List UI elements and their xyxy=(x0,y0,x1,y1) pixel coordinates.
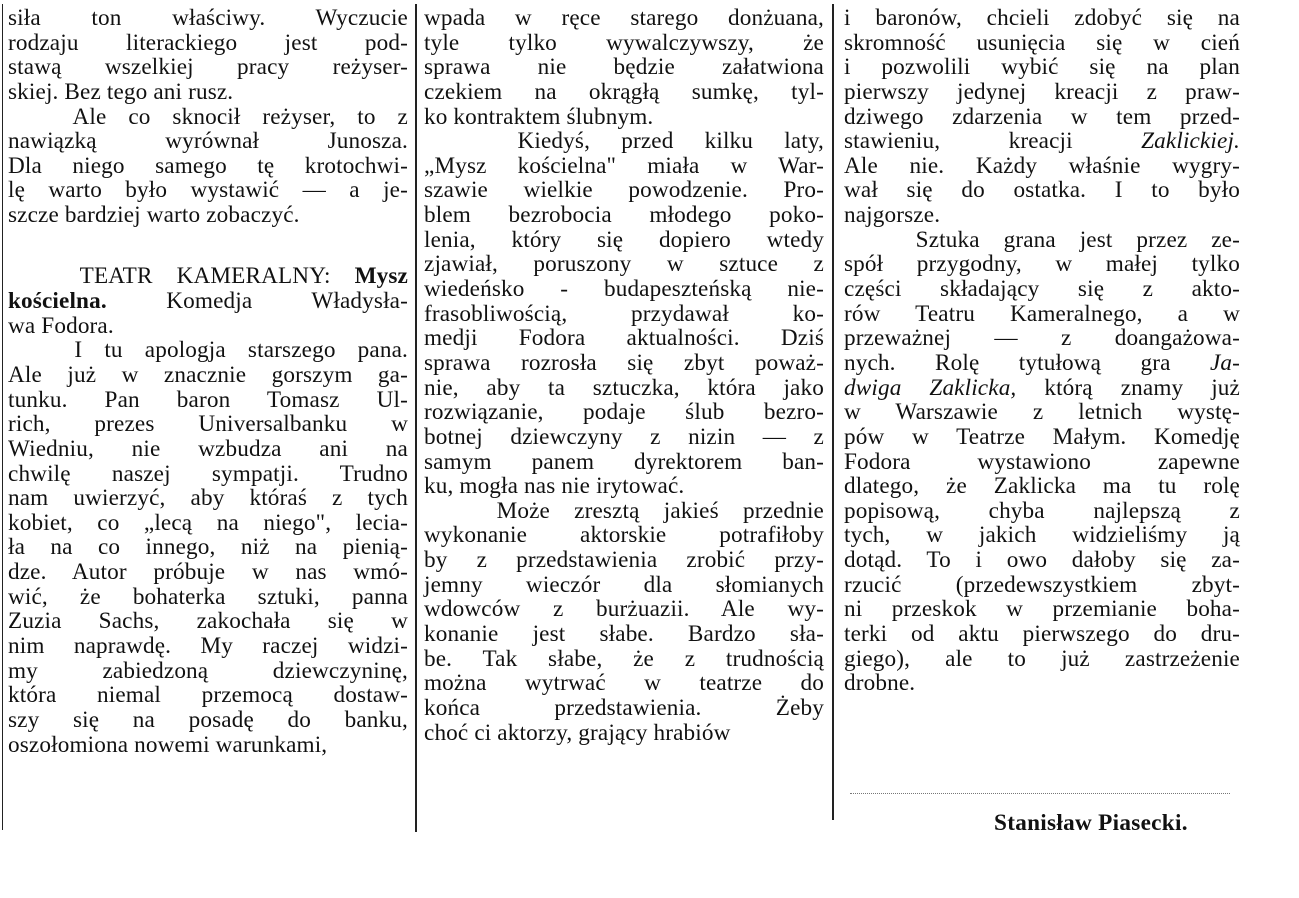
column-1-line: rodzaju literackiego jest pod- xyxy=(8,29,408,56)
review-heading-line-2 xyxy=(8,289,408,314)
column-3-line: i pozwolili wybić się na plan xyxy=(844,54,1240,81)
review-heading-line-1 xyxy=(8,264,408,289)
role-line-1 xyxy=(844,351,1240,376)
column-3-line: pów w Teatrze Małym. Komedję xyxy=(844,423,1240,450)
column-3-line: ni przeskok w przemianie boha- xyxy=(844,596,1240,623)
column-2-line: czekiem na okrągłą sumkę, tyl- xyxy=(424,78,824,105)
column-1-line: I tu apologja starszego pana. xyxy=(8,337,408,364)
column-2-line: ko kontraktem ślubnym. xyxy=(424,103,654,130)
column-2-line: „Mysz kościelna" miała w War- xyxy=(424,152,824,179)
column-2-line: by z przedstawienia zrobić przy- xyxy=(424,547,824,574)
role-suffix: którą znamy już xyxy=(1016,374,1240,401)
column-2-line: be. Tak słabe, że z trudnością xyxy=(424,645,824,672)
left-margin-rule xyxy=(2,4,3,830)
column-3-line: dlatego, że Zaklicka ma tu rolę xyxy=(844,473,1240,500)
column-2-line: wpada w ręce starego donżuana, xyxy=(424,5,824,31)
column-2-line: jemny wieczór dla słomianych xyxy=(424,571,824,598)
column-1-line: oszołomiona nowemi warunkami, xyxy=(8,731,328,758)
column-1-line: szcze bardziej warto zobaczyć. xyxy=(8,202,300,229)
column-3-line: skromność usunięcia się w cień xyxy=(844,29,1240,56)
column-2-text xyxy=(424,6,824,745)
column-2-line: końca przedstawienia. Żeby xyxy=(424,694,824,721)
column-3-line: dziwego zdarzenia w tem przed- xyxy=(844,103,1240,130)
column-3-line: Ale nie. Każdy właśnie wygry- xyxy=(844,152,1240,179)
column-2-line: medji Fodora aktualności. Dziś xyxy=(424,325,824,352)
author-signature: Stanisław Piasecki. xyxy=(994,810,1188,836)
column-1-line: Ale co sknocił reżyser, to z xyxy=(8,103,408,130)
actress-name-2b: dwiga Zaklicka, xyxy=(844,374,1017,401)
column-1-line: dze. Autor próbuje w nas wmó- xyxy=(8,559,408,586)
theatre-heading: TEATR KAMERALNY: xyxy=(8,263,355,290)
column-3-line: dotąd. To i owo dałoby się za- xyxy=(844,547,1240,574)
play-title-part-2: kościelna. xyxy=(8,288,107,315)
column-2-line: botnej dziewczyny z nizin — z xyxy=(424,423,824,450)
column-3-line: popisową, chyba najlepszą z xyxy=(844,497,1240,524)
creation-prefix: stawieniu, kreacji xyxy=(844,128,1142,155)
column-1-line: rich, prezes Universalbanku w xyxy=(8,411,408,438)
column-1-line: szy się na posadę do banku, xyxy=(8,706,408,733)
play-author-part-2: wa Fodora. xyxy=(8,312,114,339)
column-3-line: Fodora wystawiono zapewne xyxy=(844,448,1240,475)
column-3 xyxy=(844,6,1240,696)
column-1-line: siła ton właściwy. Wyczucie xyxy=(8,5,408,31)
column-3-middle-text xyxy=(844,154,1240,351)
column-2-line: rozwiązanie, podaje ślub bezro- xyxy=(424,399,824,426)
column-1-line: Zuzia Sachs, zakochała się w xyxy=(8,608,408,635)
column-3-line: wał się do ostatka. I to było xyxy=(844,177,1240,204)
column-1-line: wić, że bohaterka sztuki, panna xyxy=(8,583,408,610)
column-1-line: nim naprawdę. My raczej widzi- xyxy=(8,633,408,660)
section-gap xyxy=(8,228,408,253)
role-line-2 xyxy=(844,376,1240,401)
column-1-line: tunku. Pan baron Tomasz Ul- xyxy=(8,386,408,413)
review-heading-line-3 xyxy=(8,314,408,339)
column-3-line: najgorsze. xyxy=(844,202,941,229)
column-2-line: zjawiał, poruszony w sztuce z xyxy=(424,251,824,278)
column-3-line: części składający się z akto- xyxy=(844,276,1240,303)
column-2-line: wykonanie aktorskie potrafiłoby xyxy=(424,522,824,549)
column-2-line: szawie wielkie powodzenie. Pro- xyxy=(424,177,824,204)
column-1-line: Ale już w znacznie gorszym ga- xyxy=(8,361,408,388)
column-2-line: ku, mogła nas nie irytować. xyxy=(424,473,685,500)
column-3-line: przeważnej — z doangażowa- xyxy=(844,325,1240,352)
column-1-line: ła na co innego, niż na pienią- xyxy=(8,534,408,561)
column-2-line: tyle tylko wywalczywszy, że xyxy=(424,29,824,56)
column-1-bottom-text xyxy=(8,338,408,757)
column-2 xyxy=(424,6,824,745)
actress-name-1: Zaklickiej. xyxy=(1141,128,1240,155)
column-3-line: w Warszawie z letnich wystę- xyxy=(844,399,1240,426)
column-1-line: kobiet, co „lecą na niego", lecia- xyxy=(8,509,408,536)
column-3-bottom-text xyxy=(844,400,1240,696)
column-1-line: lę warto było wystawić — a je- xyxy=(8,177,408,204)
play-author-part-1: Komedja Władysła- xyxy=(106,288,408,315)
column-2-line: sprawa rozrosła się zbyt poważ- xyxy=(424,349,824,376)
column-1-line: Dla niego samego tę krotochwi- xyxy=(8,152,408,179)
column-2-line: choć ci aktorzy, grający hrabiów xyxy=(424,719,731,746)
column-2-line: frasobliwością, przydawał ko- xyxy=(424,300,824,327)
signature-separator xyxy=(850,793,1230,796)
column-1-line: nawiązką wyrównał Junosza. xyxy=(8,128,408,155)
column-2-line: Może zresztą jakieś przednie xyxy=(424,497,824,524)
column-2-line: konanie jest słabe. Bardzo sła- xyxy=(424,621,824,648)
role-prefix: nych. Rolę tytułową gra xyxy=(844,349,1210,376)
column-1-line: stawą wszelkiej pracy reżyser- xyxy=(8,54,408,81)
play-title-part-1: Mysz xyxy=(354,263,408,290)
creation-line xyxy=(844,129,1240,154)
column-1-line: chwilę naszej sympatji. Trudno xyxy=(8,460,408,487)
column-2-line: samym panem dyrektorem ban- xyxy=(424,448,824,475)
actress-name-2a: Ja- xyxy=(1209,349,1240,376)
column-3-line: rów Teatru Kameralnego, a w xyxy=(844,300,1240,327)
column-1-line: Wiedniu, nie wzbudza ani na xyxy=(8,435,408,462)
column-3-top-text xyxy=(844,6,1240,129)
column-2-line: sprawa nie będzie załatwiona xyxy=(424,54,824,81)
column-2-line: Kiedyś, przed kilku laty, xyxy=(424,128,824,155)
column-3-line: Sztuka grana jest przez ze- xyxy=(844,226,1240,253)
column-3-line: tych, w jakich widzieliśmy ją xyxy=(844,522,1240,549)
column-3-line: rzucić (przedewszystkiem zbyt- xyxy=(844,571,1240,598)
column-rule-1 xyxy=(415,4,417,832)
column-1-line: my zabiedzoną dziewczyninę, xyxy=(8,657,408,684)
column-3-line: i baronów, chcieli zdobyć się na xyxy=(844,5,1240,31)
column-1-top-text xyxy=(8,6,408,228)
column-1-line: skiej. Bez tego ani rusz. xyxy=(8,78,234,105)
column-1-line: która niemal przemocą dostaw- xyxy=(8,682,408,709)
column-3-line: spół przygodny, w małej tylko xyxy=(844,251,1240,278)
column-1-line: nam uwierzyć, aby któraś z tych xyxy=(8,485,408,512)
column-2-line: wdowców z burżuazii. Ale wy- xyxy=(424,596,824,623)
column-1 xyxy=(8,6,408,757)
column-3-line: drobne. xyxy=(844,670,916,697)
column-2-line: można wytrwać w teatrze do xyxy=(424,670,824,697)
column-2-line: nie, aby ta sztuczka, która jako xyxy=(424,374,824,401)
column-2-line: wiedeńsko - budapeszteńską nie- xyxy=(424,276,824,303)
column-2-line: blem bezrobocia młodego poko- xyxy=(424,202,824,229)
column-3-line: giego), ale to już zastrzeżenie xyxy=(844,645,1240,672)
column-rule-2 xyxy=(832,4,834,820)
column-2-line: lenia, który się dopiero wtedy xyxy=(424,226,824,253)
column-3-line: terki od aktu pierwszego do dru- xyxy=(844,621,1240,648)
column-3-line: pierwszy jedynej kreacji z praw- xyxy=(844,78,1240,105)
